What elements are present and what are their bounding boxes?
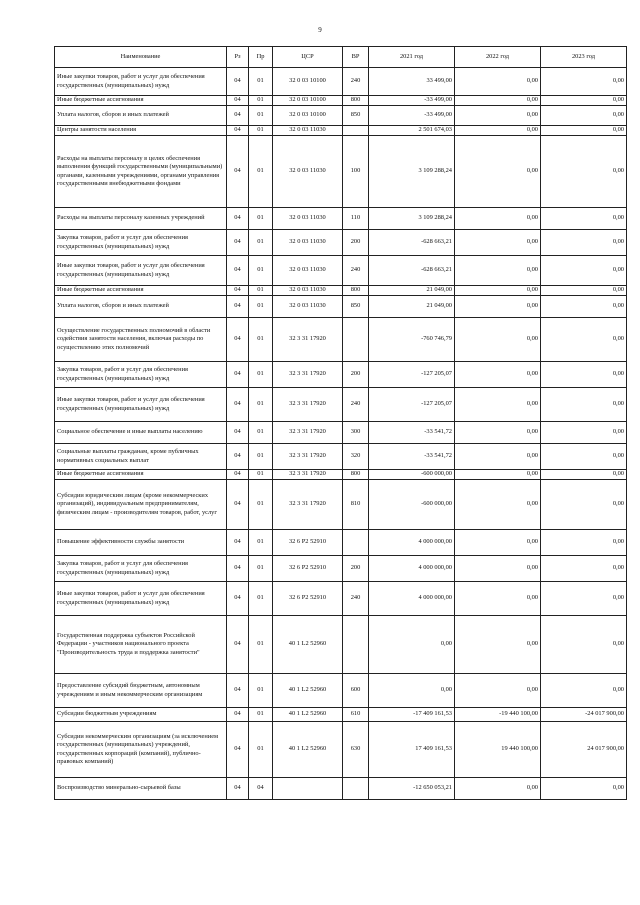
cell-2021: -33 541,72	[369, 444, 455, 470]
cell-2021: -127 205,07	[369, 388, 455, 422]
cell-name: Социальное обеспечение и иные выплаты населению	[55, 422, 227, 444]
cell-2023: 0,00	[541, 96, 627, 106]
cell-2023: 0,00	[541, 296, 627, 318]
cell-2022: 0,00	[455, 208, 541, 230]
table-row	[55, 722, 627, 778]
cell-pr: 01	[249, 422, 273, 444]
cell-vr: 200	[343, 230, 369, 256]
cell-2021: -33 499,00	[369, 96, 455, 106]
cell-vr: 810	[343, 480, 369, 530]
cell-vr: 300	[343, 422, 369, 444]
budget-table	[54, 46, 627, 800]
cell-vr: 240	[343, 582, 369, 616]
cell-vr: 100	[343, 136, 369, 208]
cell-name: Воспроизводство минерально-сырьевой базы	[55, 778, 227, 800]
cell-rz: 04	[227, 556, 249, 582]
cell-csr: 32 3 31 17920	[273, 480, 343, 530]
cell-2022: 0,00	[455, 136, 541, 208]
cell-rz: 04	[227, 286, 249, 296]
cell-pr: 01	[249, 470, 273, 480]
cell-csr: 32 0 03 10100	[273, 106, 343, 126]
cell-2022: 19 440 100,00	[455, 722, 541, 778]
cell-csr: 40 1 L2 52960	[273, 616, 343, 674]
cell-rz: 04	[227, 422, 249, 444]
cell-csr: 32 3 31 17920	[273, 362, 343, 388]
cell-2023: 0,00	[541, 208, 627, 230]
cell-rz: 04	[227, 722, 249, 778]
header-rz: Рз	[227, 47, 249, 68]
table-row	[55, 296, 627, 318]
cell-2022: 0,00	[455, 126, 541, 136]
cell-name: Центры занятости населения	[55, 126, 227, 136]
cell-vr	[343, 126, 369, 136]
table-row	[55, 582, 627, 616]
cell-rz: 04	[227, 126, 249, 136]
cell-2023: 0,00	[541, 362, 627, 388]
cell-2022: 0,00	[455, 674, 541, 708]
cell-name: Государственная поддержка субъектов Российской Федерации - участников национального проекта "Производительность труда и поддержка занятости"	[55, 616, 227, 674]
cell-2021: 0,00	[369, 674, 455, 708]
cell-2022: 0,00	[455, 296, 541, 318]
cell-2021: 4 000 000,00	[369, 582, 455, 616]
cell-2021: -600 000,00	[369, 480, 455, 530]
table-row	[55, 362, 627, 388]
cell-2022: 0,00	[455, 106, 541, 126]
cell-csr: 32 0 03 11030	[273, 296, 343, 318]
cell-csr: 32 3 31 17920	[273, 318, 343, 362]
cell-rz: 04	[227, 296, 249, 318]
cell-name: Иные бюджетные ассигнования	[55, 470, 227, 480]
cell-2022: 0,00	[455, 530, 541, 556]
cell-pr: 01	[249, 444, 273, 470]
table-row	[55, 708, 627, 722]
cell-2021: 17 409 161,53	[369, 722, 455, 778]
cell-2022: 0,00	[455, 470, 541, 480]
cell-rz: 04	[227, 388, 249, 422]
cell-2021: 21 049,00	[369, 286, 455, 296]
cell-name: Расходы на выплаты персоналу в целях обеспечения выполнения функций государственными (муниципальными) органами, казенными учреждениями, органами управления государственными внебюджетными фондами	[55, 136, 227, 208]
cell-pr: 01	[249, 296, 273, 318]
cell-pr: 01	[249, 208, 273, 230]
cell-name: Иные бюджетные ассигнования	[55, 96, 227, 106]
table-row	[55, 126, 627, 136]
cell-pr: 01	[249, 362, 273, 388]
cell-csr: 32 0 03 10100	[273, 68, 343, 96]
cell-rz: 04	[227, 444, 249, 470]
cell-vr: 630	[343, 722, 369, 778]
cell-csr: 32 3 31 17920	[273, 422, 343, 444]
cell-2023: 0,00	[541, 470, 627, 480]
cell-vr: 610	[343, 708, 369, 722]
table-row	[55, 106, 627, 126]
cell-2021: 0,00	[369, 616, 455, 674]
cell-2023: 24 017 900,00	[541, 722, 627, 778]
cell-2023: 0,00	[541, 422, 627, 444]
cell-2022: 0,00	[455, 480, 541, 530]
cell-pr: 01	[249, 96, 273, 106]
cell-vr	[343, 530, 369, 556]
cell-name: Предоставление субсидий бюджетным, автономным учреждениям и иным некоммерческим организациям	[55, 674, 227, 708]
cell-vr: 800	[343, 286, 369, 296]
table-row	[55, 530, 627, 556]
cell-2022: 0,00	[455, 362, 541, 388]
cell-vr: 200	[343, 556, 369, 582]
cell-2023: 0,00	[541, 318, 627, 362]
cell-rz: 04	[227, 106, 249, 126]
cell-csr: 32 6 P2 52910	[273, 582, 343, 616]
cell-rz: 04	[227, 530, 249, 556]
cell-pr: 01	[249, 530, 273, 556]
cell-2023: 0,00	[541, 126, 627, 136]
cell-2021: -600 000,00	[369, 470, 455, 480]
cell-name: Иные закупки товаров, работ и услуг для обеспечения государственных (муниципальных) нужд	[55, 68, 227, 96]
cell-pr: 01	[249, 318, 273, 362]
cell-name: Иные закупки товаров, работ и услуг для обеспечения государственных (муниципальных) нужд	[55, 256, 227, 286]
cell-pr: 01	[249, 722, 273, 778]
cell-2021: -628 663,21	[369, 230, 455, 256]
table-row	[55, 556, 627, 582]
cell-rz: 04	[227, 778, 249, 800]
cell-vr: 240	[343, 388, 369, 422]
cell-rz: 04	[227, 68, 249, 96]
cell-pr: 01	[249, 556, 273, 582]
cell-2023: 0,00	[541, 106, 627, 126]
table-row	[55, 470, 627, 480]
cell-2021: -12 650 053,21	[369, 778, 455, 800]
cell-2021: 4 000 000,00	[369, 556, 455, 582]
table-row	[55, 388, 627, 422]
cell-2022: -19 440 100,00	[455, 708, 541, 722]
cell-vr	[343, 616, 369, 674]
cell-name: Иные бюджетные ассигнования	[55, 286, 227, 296]
cell-2023: 0,00	[541, 778, 627, 800]
cell-2023: 0,00	[541, 286, 627, 296]
cell-2022: 0,00	[455, 286, 541, 296]
cell-2022: 0,00	[455, 422, 541, 444]
table-row	[55, 256, 627, 286]
cell-name: Закупка товаров, работ и услуг для обеспечения государственных (муниципальных) нужд	[55, 230, 227, 256]
cell-2022: 0,00	[455, 388, 541, 422]
cell-2022: 0,00	[455, 778, 541, 800]
cell-name: Социальные выплаты гражданам, кроме публичных нормативных социальных выплат	[55, 444, 227, 470]
cell-2022: 0,00	[455, 68, 541, 96]
cell-rz: 04	[227, 362, 249, 388]
cell-2021: -628 663,21	[369, 256, 455, 286]
cell-pr: 01	[249, 256, 273, 286]
table-row	[55, 96, 627, 106]
cell-name: Повышение эффективности службы занятости	[55, 530, 227, 556]
cell-csr: 32 0 03 11030	[273, 286, 343, 296]
cell-2021: -33 541,72	[369, 422, 455, 444]
cell-rz: 04	[227, 318, 249, 362]
cell-name: Расходы на выплаты персоналу казенных учреждений	[55, 208, 227, 230]
cell-2021: 21 049,00	[369, 296, 455, 318]
table-row	[55, 318, 627, 362]
cell-2022: 0,00	[455, 96, 541, 106]
cell-pr: 04	[249, 778, 273, 800]
cell-2021: -33 499,00	[369, 106, 455, 126]
cell-rz: 04	[227, 256, 249, 286]
cell-rz: 04	[227, 136, 249, 208]
cell-vr: 240	[343, 68, 369, 96]
cell-rz: 04	[227, 208, 249, 230]
cell-pr: 01	[249, 674, 273, 708]
cell-csr: 32 3 31 17920	[273, 388, 343, 422]
cell-name: Субсидии юридическим лицам (кроме некоммерческих организаций), индивидуальным предпринимателям, физическим лицам - производителям товаров, работ, услуг	[55, 480, 227, 530]
page-number: 9	[318, 26, 322, 34]
cell-vr: 850	[343, 106, 369, 126]
cell-pr: 01	[249, 230, 273, 256]
cell-2022: 0,00	[455, 444, 541, 470]
cell-csr: 32 0 03 11030	[273, 136, 343, 208]
header-csr: ЦСР	[273, 47, 343, 68]
cell-pr: 01	[249, 582, 273, 616]
table-row	[55, 616, 627, 674]
cell-2022: 0,00	[455, 582, 541, 616]
cell-csr: 32 3 31 17920	[273, 444, 343, 470]
cell-2023: 0,00	[541, 256, 627, 286]
cell-2023: 0,00	[541, 136, 627, 208]
cell-rz: 04	[227, 480, 249, 530]
cell-2022: 0,00	[455, 318, 541, 362]
cell-2021: 4 000 000,00	[369, 530, 455, 556]
cell-2023: 0,00	[541, 674, 627, 708]
cell-csr: 32 6 P2 52910	[273, 530, 343, 556]
cell-vr: 800	[343, 96, 369, 106]
cell-rz: 04	[227, 96, 249, 106]
header-vr: ВР	[343, 47, 369, 68]
cell-rz: 04	[227, 582, 249, 616]
header-2021: 2021 год	[369, 47, 455, 68]
table-row	[55, 778, 627, 800]
cell-rz: 04	[227, 230, 249, 256]
table-row	[55, 286, 627, 296]
cell-2023: 0,00	[541, 480, 627, 530]
cell-2021: -760 746,79	[369, 318, 455, 362]
cell-csr	[273, 778, 343, 800]
table-header-row	[55, 47, 627, 68]
cell-rz: 04	[227, 674, 249, 708]
table-row	[55, 136, 627, 208]
header-name: Наименование	[55, 47, 227, 68]
header-2022: 2022 год	[455, 47, 541, 68]
table-row	[55, 208, 627, 230]
cell-pr: 01	[249, 106, 273, 126]
table-body	[55, 68, 627, 800]
cell-pr: 01	[249, 388, 273, 422]
cell-2021: 3 109 288,24	[369, 136, 455, 208]
cell-csr: 32 6 P2 52910	[273, 556, 343, 582]
cell-vr: 600	[343, 674, 369, 708]
header-pr: Пр	[249, 47, 273, 68]
table-row	[55, 674, 627, 708]
cell-2023: 0,00	[541, 530, 627, 556]
cell-csr: 40 1 L2 52960	[273, 722, 343, 778]
cell-pr: 01	[249, 616, 273, 674]
cell-2022: 0,00	[455, 616, 541, 674]
cell-name: Субсидии бюджетным учреждениям	[55, 708, 227, 722]
cell-2023: 0,00	[541, 444, 627, 470]
cell-vr: 200	[343, 362, 369, 388]
cell-2023: 0,00	[541, 616, 627, 674]
cell-2023: 0,00	[541, 230, 627, 256]
cell-2023: -24 017 900,00	[541, 708, 627, 722]
cell-pr: 01	[249, 68, 273, 96]
cell-2023: 0,00	[541, 582, 627, 616]
cell-vr: 240	[343, 256, 369, 286]
cell-rz: 04	[227, 470, 249, 480]
cell-name: Закупка товаров, работ и услуг для обеспечения государственных (муниципальных) нужд	[55, 362, 227, 388]
cell-vr: 110	[343, 208, 369, 230]
cell-name: Иные закупки товаров, работ и услуг для обеспечения государственных (муниципальных) нужд	[55, 582, 227, 616]
cell-pr: 01	[249, 136, 273, 208]
cell-2021: 33 499,00	[369, 68, 455, 96]
cell-pr: 01	[249, 126, 273, 136]
cell-csr: 32 0 03 10100	[273, 96, 343, 106]
cell-vr: 800	[343, 470, 369, 480]
cell-csr: 32 0 03 11030	[273, 126, 343, 136]
cell-2021: -17 409 161,53	[369, 708, 455, 722]
cell-2023: 0,00	[541, 388, 627, 422]
cell-csr: 32 0 03 11030	[273, 230, 343, 256]
cell-rz: 04	[227, 708, 249, 722]
cell-csr: 32 0 03 11030	[273, 256, 343, 286]
cell-rz: 04	[227, 616, 249, 674]
cell-2023: 0,00	[541, 68, 627, 96]
table-row	[55, 444, 627, 470]
table-row	[55, 230, 627, 256]
table-row	[55, 480, 627, 530]
cell-name: Субсидии некоммерческим организациям (за исключением государственных (муниципальных) учреждений, государственных корпораций (компаний), публично-правовых компаний)	[55, 722, 227, 778]
cell-vr	[343, 778, 369, 800]
cell-vr: 320	[343, 444, 369, 470]
cell-name: Закупка товаров, работ и услуг для обеспечения государственных (муниципальных) нужд	[55, 556, 227, 582]
cell-2021: -127 205,07	[369, 362, 455, 388]
cell-2021: 2 501 674,03	[369, 126, 455, 136]
cell-csr: 32 0 03 11030	[273, 208, 343, 230]
cell-name: Иные закупки товаров, работ и услуг для обеспечения государственных (муниципальных) нужд	[55, 388, 227, 422]
cell-name: Уплата налогов, сборов и иных платежей	[55, 106, 227, 126]
table-row	[55, 68, 627, 96]
table-row	[55, 422, 627, 444]
cell-2022: 0,00	[455, 256, 541, 286]
cell-2022: 0,00	[455, 230, 541, 256]
cell-2023: 0,00	[541, 556, 627, 582]
cell-pr: 01	[249, 480, 273, 530]
cell-pr: 01	[249, 708, 273, 722]
cell-csr: 40 1 L2 52960	[273, 674, 343, 708]
cell-2021: 3 109 288,24	[369, 208, 455, 230]
header-2023: 2023 год	[541, 47, 627, 68]
cell-vr	[343, 318, 369, 362]
cell-2022: 0,00	[455, 556, 541, 582]
cell-name: Осуществление государственных полномочий в области содействия занятости населения, включая расходы по осуществлению этих полномочий	[55, 318, 227, 362]
cell-pr: 01	[249, 286, 273, 296]
cell-csr: 40 1 L2 52960	[273, 708, 343, 722]
cell-vr: 850	[343, 296, 369, 318]
cell-name: Уплата налогов, сборов и иных платежей	[55, 296, 227, 318]
cell-csr: 32 3 31 17920	[273, 470, 343, 480]
